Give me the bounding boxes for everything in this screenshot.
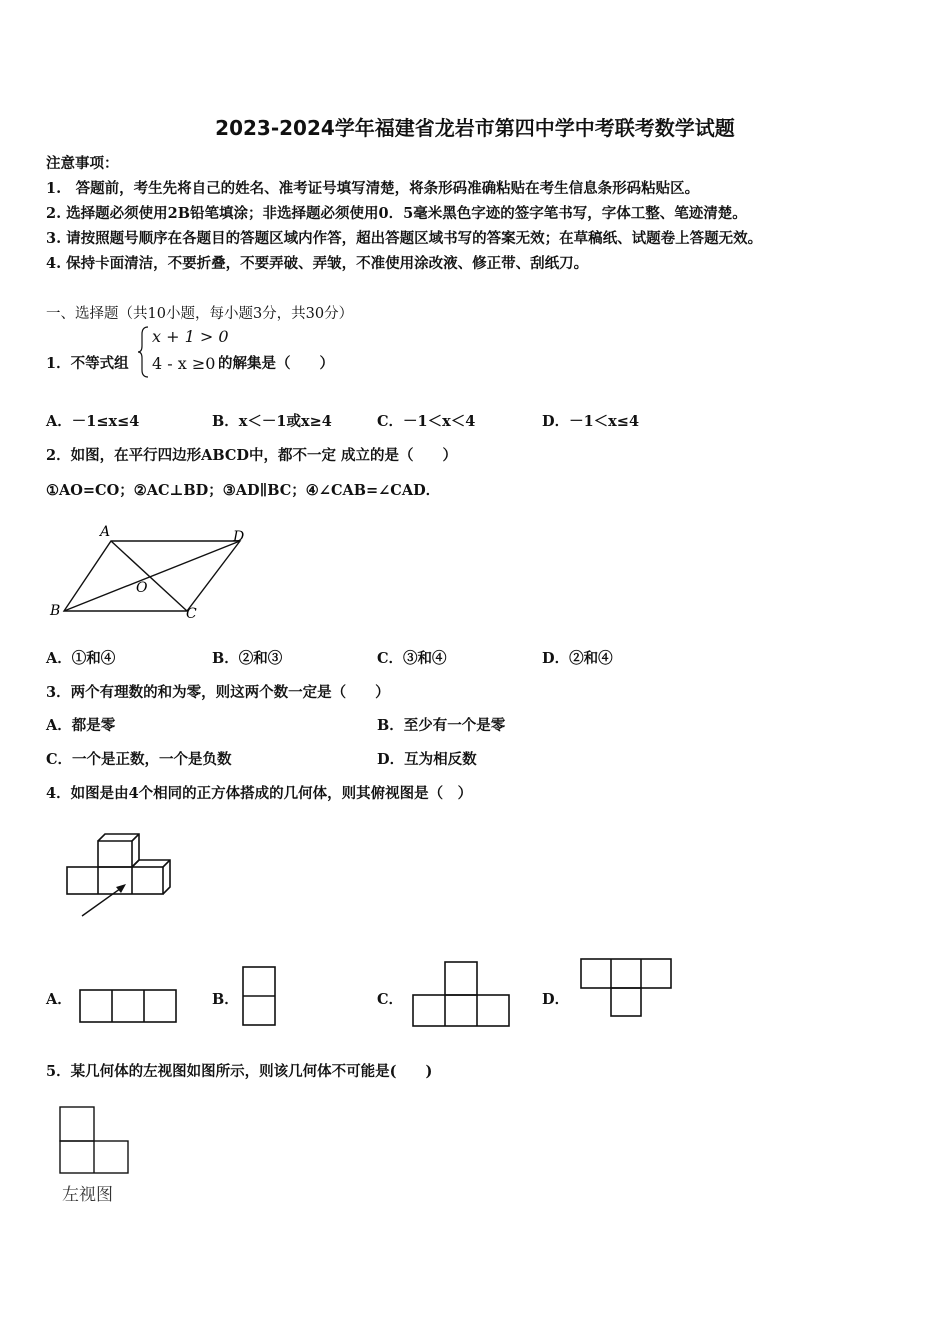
q1-inequality-1: x + 1 > 0 [152,327,229,346]
q2-option-b[interactable]: B．②和③ [212,650,283,667]
q4-option-b-view[interactable] [241,965,281,1029]
q4-option-b-label[interactable]: B． [212,991,239,1008]
q4-stem: 4．如图是由4个相同的正方体搭成的几何体，则其俯视图是（ ） [46,785,473,802]
q1-option-b[interactable]: B．x＜－1或x≥4 [212,413,332,430]
page-title: 2023-2024学年福建省龙岩市第四中学中考联考数学试题 [215,116,735,140]
q3-stem: 3．两个有理数的和为零，则这两个数一定是（ ） [46,684,390,701]
q5-stem: 5．某几何体的左视图如图所示，则该几何体不可能是( ) [46,1063,433,1080]
q1-prefix: 1．不等式组 [46,355,129,372]
q4-option-a-view[interactable] [79,988,179,1028]
brace-icon [138,326,150,378]
q4-option-a-label[interactable]: A． [46,991,72,1008]
q1-inequality-2: 4 - x ≥0 [152,354,216,373]
vertex-label-b: B [50,603,61,619]
q2-option-d[interactable]: D．②和④ [542,650,613,667]
vertex-label-c: C [186,606,197,622]
q2-statements: ①AO=CO；②AC⊥BD；③AD∥BC；④∠CAB=∠CAD． [46,482,441,499]
center-label-o: O [136,580,148,596]
q1-option-a[interactable]: A．－1≤x≤4 [46,413,140,430]
q2-option-c[interactable]: C．③和④ [377,650,447,667]
q3-option-c[interactable]: C．一个是正数，一个是负数 [46,751,232,768]
notice-item: 4. 保持卡面清洁，不要折叠，不要弄破、弄皱，不准使用涂改液、修正带、刮纸刀。 [46,255,589,272]
vertex-label-a: A [100,524,111,540]
q4-option-c-view[interactable] [412,960,512,1030]
notice-item: 1. 答题前，考生先将自己的姓名、准考证号填写清楚，将条形码准确粘贴在考生信息条形码粘贴区。 [46,180,700,197]
q2-stem: 2．如图，在平行四边形ABCD中，都不一定 成立的是（ ） [46,447,458,464]
q1-option-d[interactable]: D．－1＜x≤4 [542,413,640,430]
q3-option-b[interactable]: B．至少有一个是零 [377,717,506,734]
q2-option-a[interactable]: A．①和④ [46,650,116,667]
parallelogram-figure [40,518,260,628]
q1-suffix: 的解集是（ ） [218,355,334,372]
q4-option-c-label[interactable]: C． [377,991,404,1008]
vertex-label-d: D [233,529,245,545]
cube-figure [60,826,190,926]
notice-heading: 注意事项： [46,155,119,172]
left-view-figure [58,1105,133,1177]
notice-item: 3. 请按照题号顺序在各题目的答题区域内作答，超出答题区域书写的答案无效；在草稿纸、试题卷上答题无效。 [46,230,763,247]
q4-option-d-label[interactable]: D． [542,991,570,1008]
section-heading: 一、选择题（共10小题，每小题3分，共30分） [46,306,354,322]
left-view-caption: 左视图 [62,1185,113,1205]
notice-item: 2. 选择题必须使用2B铅笔填涂；非选择题必须使用0．5毫米黑色字迹的签字笔书写，字体工整、笔迹清楚。 [46,205,747,222]
q4-option-d-view[interactable] [579,957,679,1021]
q3-option-d[interactable]: D．互为相反数 [377,751,477,768]
q3-option-a[interactable]: A．都是零 [46,717,116,734]
q1-option-c[interactable]: C．－1＜x＜4 [377,413,476,430]
